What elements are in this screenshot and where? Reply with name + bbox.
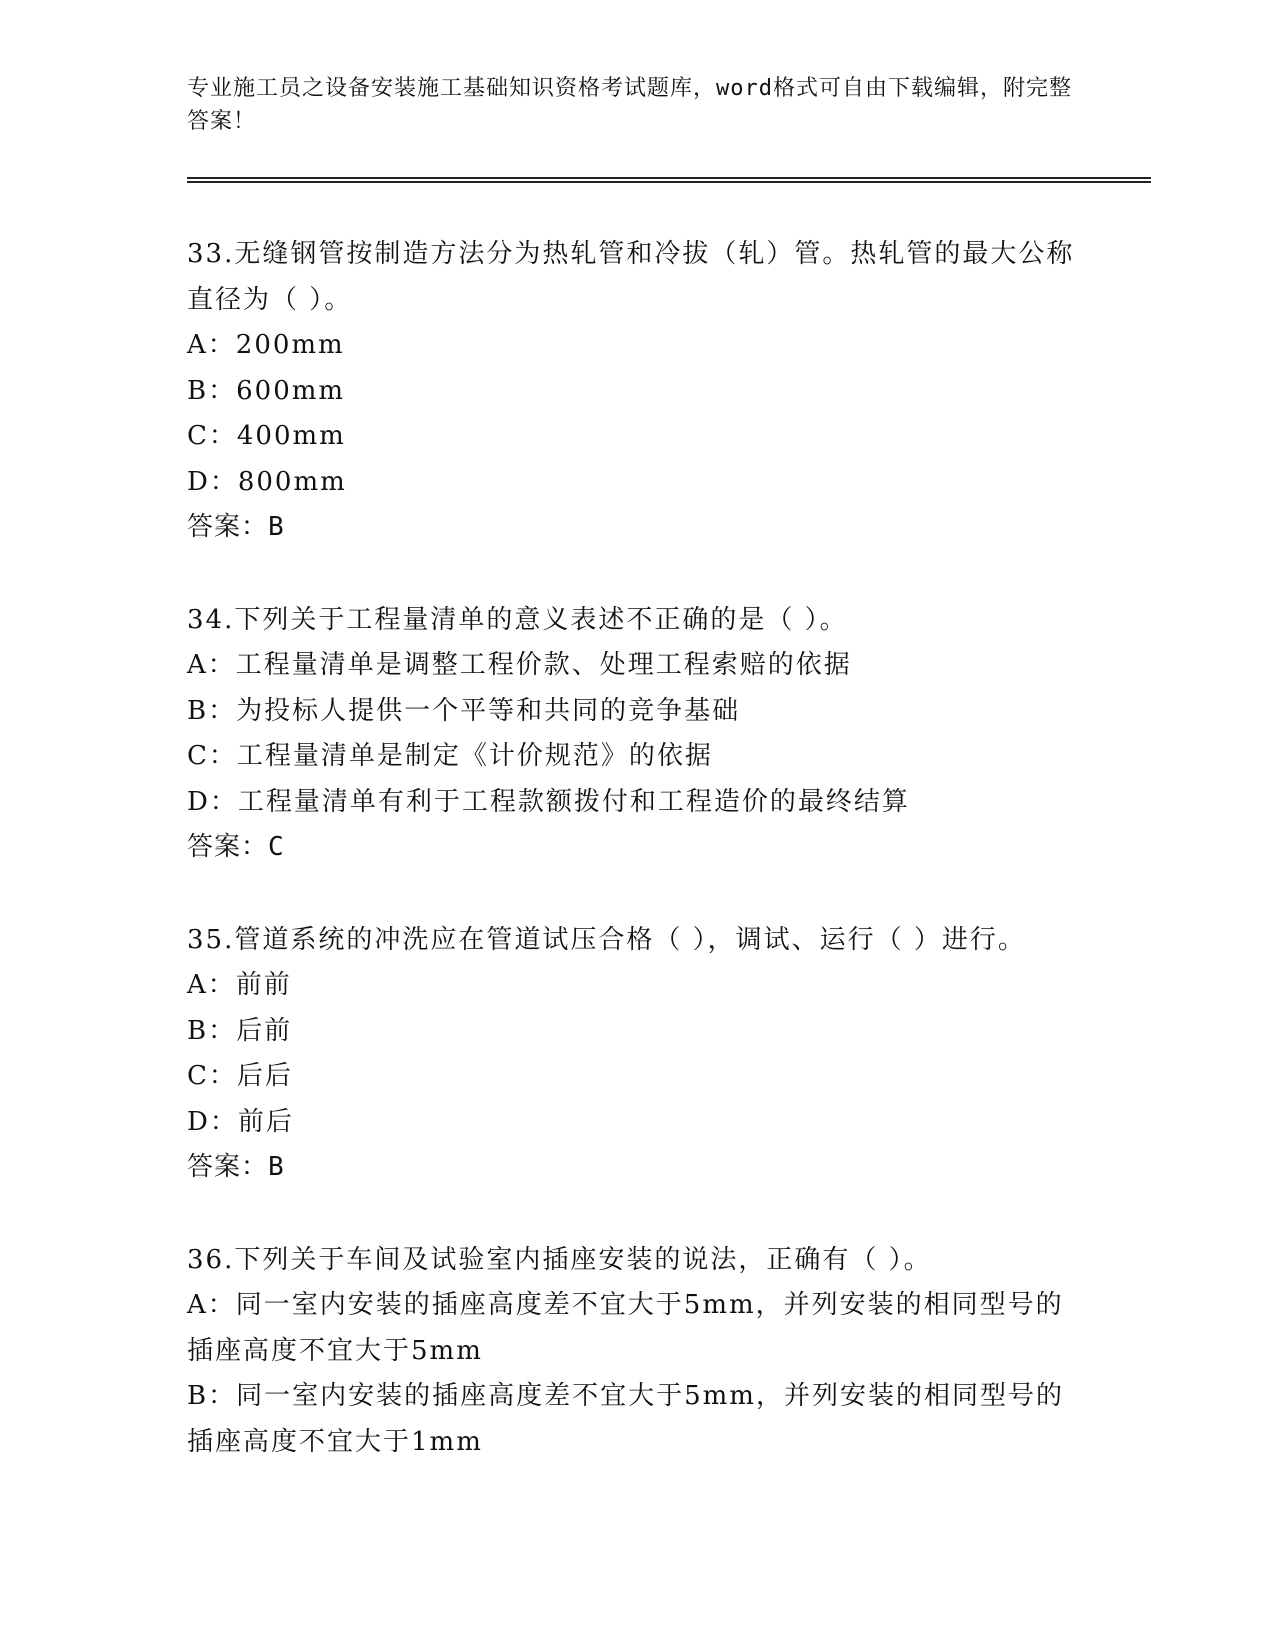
option-c: C：400mm bbox=[187, 421, 346, 451]
question-stem: 36.下列关于车间及试验室内插座安装的说法，正确有（ ）。 bbox=[187, 1244, 932, 1275]
header-divider bbox=[187, 177, 1151, 183]
answer-label: 答案：B bbox=[187, 512, 285, 542]
question-35 bbox=[187, 918, 1087, 1191]
answer-label: 答案：C bbox=[187, 832, 285, 862]
option-b: B：为投标人提供一个平等和共同的竞争基础 bbox=[187, 695, 741, 726]
question-list bbox=[187, 232, 1087, 1512]
option-c: C：工程量清单是制定《计价规范》的依据 bbox=[187, 741, 713, 771]
question-34 bbox=[187, 598, 1087, 871]
answer-label: 答案：B bbox=[187, 1152, 285, 1182]
option-d: D：工程量清单有利于工程款额拨付和工程造价的最终结算 bbox=[187, 786, 910, 817]
question-stem: 33.无缝钢管按制造方法分为热轧管和冷拔（轧）管。热轧管的最大公称直径为（ ）。 bbox=[187, 239, 1075, 315]
question-stem: 35.管道系统的冲洗应在管道试压合格（ ），调试、运行（ ）进行。 bbox=[187, 924, 1026, 955]
option-b: B：同一室内安装的插座高度差不宜大于5mm，并列安装的相同型号的插座高度不宜大于1mm bbox=[187, 1381, 1064, 1457]
question-stem: 34.下列关于工程量清单的意义表述不正确的是（ ）。 bbox=[187, 604, 848, 635]
option-b: B：后前 bbox=[187, 1015, 293, 1046]
option-d: D：前后 bbox=[187, 1106, 294, 1137]
question-36 bbox=[187, 1238, 1087, 1466]
option-d: D：800mm bbox=[187, 466, 347, 497]
option-a: A：同一室内安装的插座高度差不宜大于5mm，并列安装的相同型号的插座高度不宜大于5mm bbox=[187, 1290, 1064, 1366]
option-c: C：后后 bbox=[187, 1061, 293, 1091]
document-header: 专业施工员之设备安装施工基础知识资格考试题库，word格式可自由下载编辑，附完整答案！ bbox=[187, 76, 1072, 134]
question-33 bbox=[187, 232, 1087, 551]
option-a: A：工程量清单是调整工程价款、处理工程索赔的依据 bbox=[187, 650, 852, 680]
option-a: A：200mm bbox=[187, 330, 345, 360]
option-b: B：600mm bbox=[187, 375, 346, 406]
option-a: A：前前 bbox=[187, 970, 292, 1000]
